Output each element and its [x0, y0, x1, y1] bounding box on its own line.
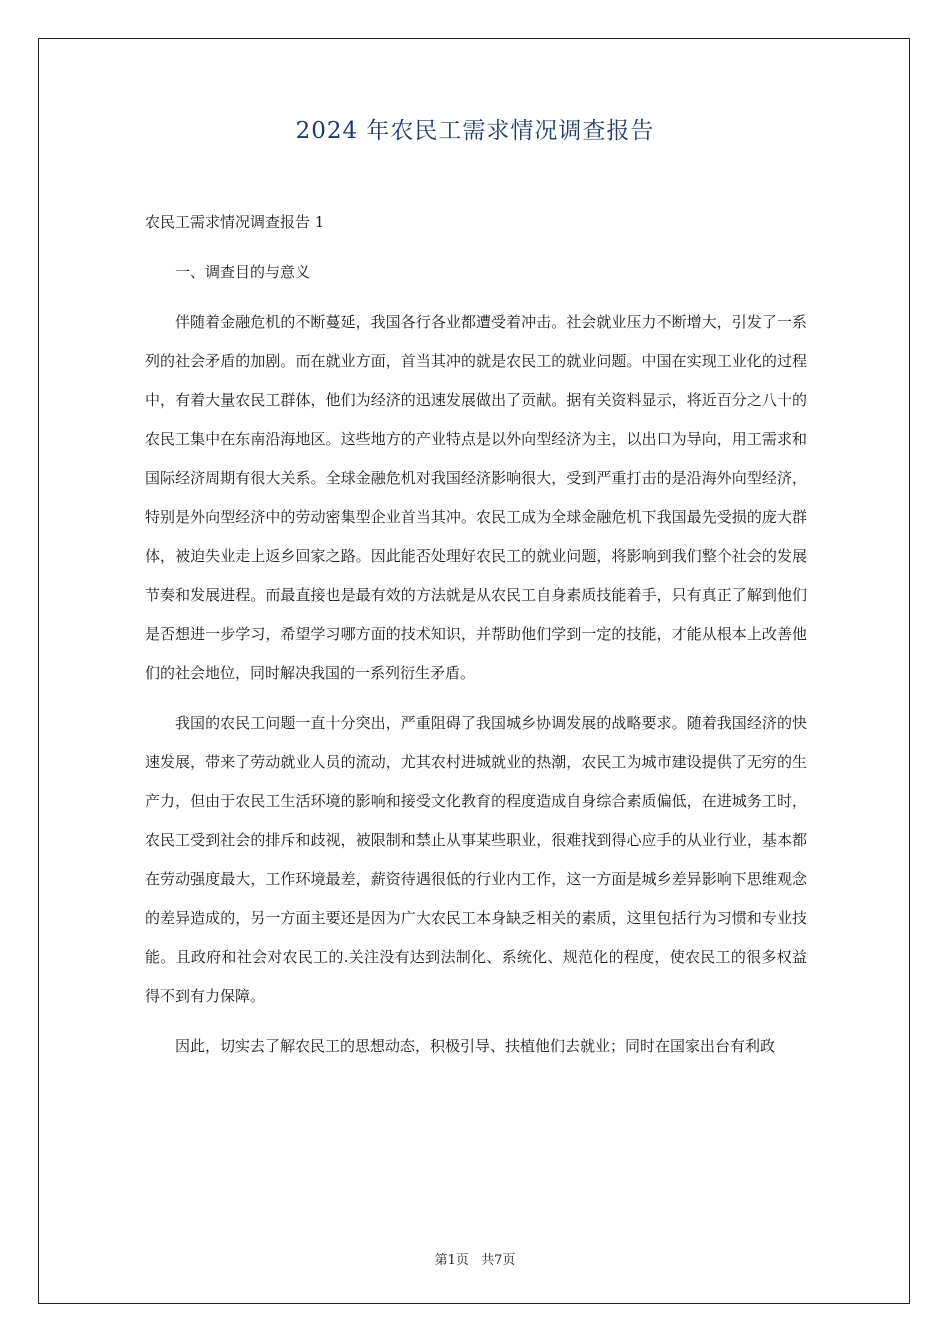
paragraph-1: 伴随着金融危机的不断蔓延，我国各行各业都遭受着冲击。社会就业压力不断增大，引发了一系列的社会矛盾的加剧。而在就业方面，首当其冲的就是农民工的就业问题。中国在实现工业化的过程中，有着大量农民工群体，他们为经济的迅速发展做出了贡献。据有关资料显示，将近百分之八十的农民工集中在东南沿海地区。这些地方的产业特点是以外向型经济为主，以出口为导向，用工需求和国际经济周期有很大关系。全球金融危机对我国经济影响很大，受到严重打击的是沿海外向型经济，特别是外向型经济中的劳动密集型企业首当其冲。农民工成为全球金融危机下我国最先受损的庞大群体，被迫失业走上返乡回家之路。因此能否处理好农民工的就业问题，将影响到我们整个社会的发展节奏和发展进程。而最直接也是最有效的方法就是从农民工自身素质技能着手，只有真正了解到他们是否想进一步学习，希望学习哪方面的技术知识，并帮助他们学到一定的技能，才能从根本上改善他们的社会地位，同时解决我国的一系列衍生矛盾。 — [145, 313, 807, 682]
page-number-current: 第1页 — [434, 1253, 469, 1268]
page-footer — [0, 1249, 950, 1268]
document-body — [145, 203, 807, 1077]
document-subtitle: 农民工需求情况调查报告 1 — [145, 213, 325, 231]
section-heading: 一、调查目的与意义 — [175, 263, 311, 281]
page-number-total: 共7页 — [481, 1253, 516, 1268]
document-title: 2024 年农民工需求情况调查报告 — [295, 118, 655, 144]
paragraph-2: 我国的农民工问题一直十分突出，严重阻碍了我国城乡协调发展的战略要求。随着我国经济的快速发展，带来了劳动就业人员的流动，尤其农村进城就业的热潮，农民工为城市建设提供了无穷的生产力，但由于农民工生活环境的影响和接受文化教育的程度造成自身综合素质偏低，在进城务工时，农民工受到社会的排斥和歧视，被限制和禁止从事某些职业，很难找到得心应手的从业行业，基本都在劳动强度最大，工作环境最差，薪资待遇很低的行业内工作，这一方面是城乡差异影响下思维观念的差异造成的，另一方面主要还是因为广大农民工本身缺乏相关的素质，这里包括行为习惯和专业技能。且政府和社会对农民工的.关注没有达到法制化、系统化、规范化的程度，使农民工的很多权益得不到有力保障。 — [145, 714, 807, 1005]
paragraph-3: 因此，切实去了解农民工的思想动态，积极引导、扶植他们去就业；同时在国家出台有利政 — [175, 1037, 776, 1055]
